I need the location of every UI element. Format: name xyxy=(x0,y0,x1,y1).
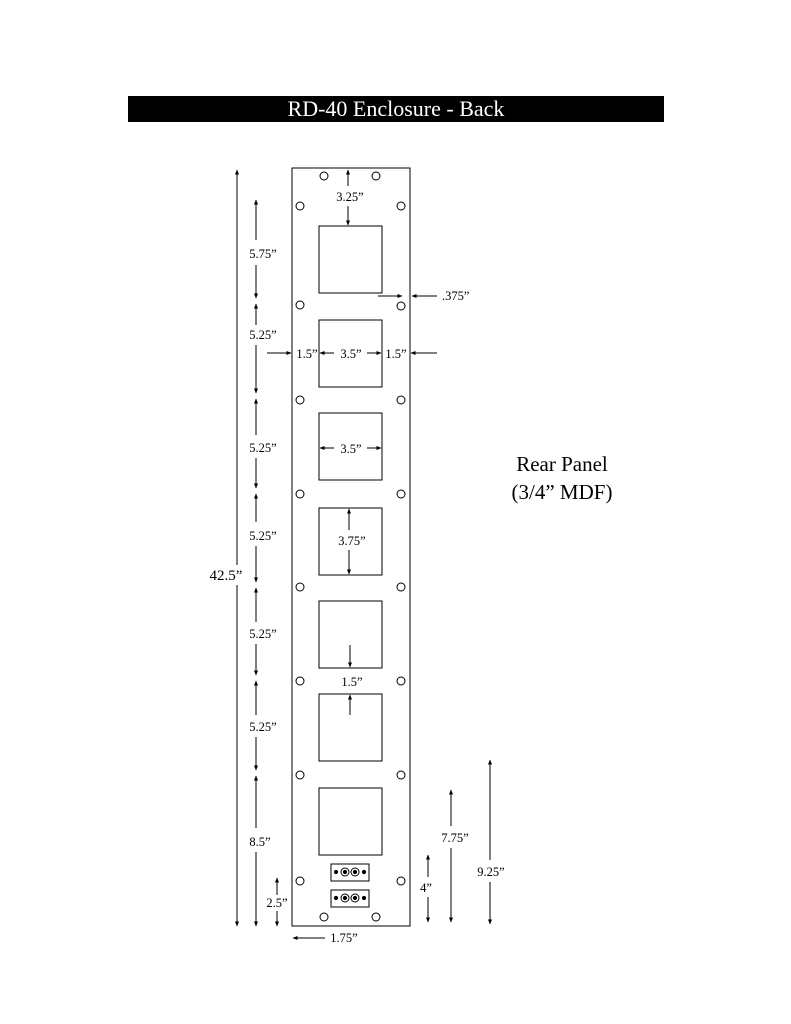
dimension-lines xyxy=(237,170,490,938)
hole xyxy=(320,172,328,180)
hole xyxy=(296,202,304,210)
dim-spacing-4: 5.25” xyxy=(249,529,277,543)
hole xyxy=(397,877,405,885)
dim-edge-offset: .375” xyxy=(442,289,470,303)
hole xyxy=(397,583,405,591)
hole xyxy=(296,877,304,885)
panel-material: (3/4” MDF) xyxy=(511,480,613,504)
dim-terminal-offset: 1.75” xyxy=(330,931,358,945)
dim-cutout-height: 3.75” xyxy=(338,534,366,548)
dim-spacing-7: 8.5” xyxy=(249,835,271,849)
dim-cutout-width-2: 3.5” xyxy=(340,442,362,456)
dim-spacing-2: 5.25” xyxy=(249,328,277,342)
panel-label: Rear Panel xyxy=(516,452,608,476)
dimension-labels xyxy=(210,190,505,945)
cutout-7 xyxy=(319,788,382,855)
hole xyxy=(296,771,304,779)
dim-spacing-3: 5.25” xyxy=(249,441,277,455)
hole xyxy=(320,913,328,921)
speaker-terminals xyxy=(331,864,369,907)
dim-right-2: 7.75” xyxy=(441,831,469,845)
dim-cutout-width-1: 3.5” xyxy=(340,347,362,361)
hole xyxy=(296,677,304,685)
dim-spacing-1: 5.75” xyxy=(249,247,277,261)
hole xyxy=(397,677,405,685)
dim-side-margin-right: 1.5” xyxy=(385,347,407,361)
dim-total-height: 42.5” xyxy=(209,568,243,584)
dim-right-1: 4” xyxy=(420,881,432,895)
hole xyxy=(397,771,405,779)
diagram-title: RD-40 Enclosure - Back xyxy=(128,96,664,122)
hole xyxy=(296,583,304,591)
dim-side-margin-left: 1.5” xyxy=(296,347,318,361)
cutout-1 xyxy=(319,226,382,293)
hole xyxy=(397,302,405,310)
hole xyxy=(397,490,405,498)
dim-cutout-gap: 1.5” xyxy=(341,675,363,689)
dim-top-margin: 3.25” xyxy=(336,190,364,204)
hole xyxy=(296,301,304,309)
hole xyxy=(296,490,304,498)
hole xyxy=(397,396,405,404)
hole xyxy=(397,202,405,210)
dim-spacing-5: 5.25” xyxy=(249,627,277,641)
dim-spacing-6: 5.25” xyxy=(249,720,277,734)
dim-right-3: 9.25” xyxy=(477,865,505,879)
hole xyxy=(372,172,380,180)
dim-terminal-height: 2.5” xyxy=(266,896,288,910)
hole xyxy=(372,913,380,921)
hole xyxy=(296,396,304,404)
